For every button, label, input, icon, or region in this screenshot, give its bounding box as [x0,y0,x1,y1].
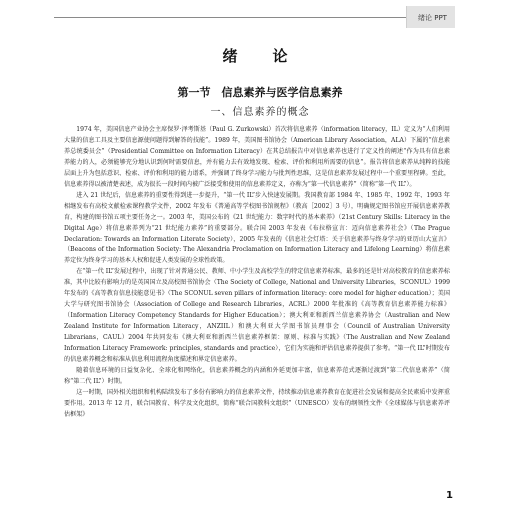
chapter-title: 绪 论 [222,47,298,65]
header-rule [54,17,406,18]
running-header: 绪论 PPT [418,14,447,22]
paragraph-3: 在“第一代 IL”发展过程中，出现了针对普通公民、教师、中小学生及高校学生的特定信息素养标准，最多的还是针对高校教育的信息素养标准，其中比较有影响力的是英国国立及高校图书馆协会（The Society of College, National and University Libraries，SCONUL）1999 年发布的《高等教育信息技能意见书》（The SCONUL seven pillars of information literacy: core model for higher education）；美国大学与研究图书馆协会（Association of College and Research Libraries，ACRL）2000 年批准的《高等教育信息素养能力标准》（Information Literacy Competency Standards for Higher Education）；澳大利亚和新西兰信息素养协会（Australian and New Zealand Institute for Information Literacy，ANZIIL）和澳大利亚大学图书馆员理事会（Council of Australian University Librarians，CAUL）2004 年共同发布《澳大利亚和新西兰信息素养框架：原则、标准与实践》（The Australian and New Zealand Information Literacy Framework: principles, standards and practice），它们为实施和评估信息素养提供了参考。“第一代 IL”时期发布的信息素养概念和标准从信息利用流程角度描述和界定信息素养。 [64,268,450,364]
subsection-title: 一、信息素养的概念 [210,107,310,118]
paragraph-5: 这一时期，国外相关组织和机构陆续发布了多份有影响力的信息素养文件，持续推动信息素养教育在促进社会发展和提高全民素质中发挥重要作用。2013 年 12 月，联合国教育、科学及文化组织，简称“联合国教科文组织”（UNESCO）发布的纲领性文件《全球媒体与信息素养评估框架》 [64,388,450,418]
body-text [64,125,450,421]
paragraph-4: 随着信息环境的日益复杂化、全球化和网络化，信息素养概念的内涵和外延更加丰富，信息素养范式逐渐过渡到“第二代信息素养”（简称“第二代 IL”）时期。 [64,366,450,385]
paragraph-1: 1974 年，美国信息产业协会主席保罗·泽考斯基（Paul G. Zurkowski）首次将信息素养（information literacy，IL）定义为“人们利用大量的信息工具及主要信息源使问题得到解答的技能”。1989 年，美国图书馆协会（American Library Association，ALA）下属的“信息素养总统委员会”（Presidential Committee on Information Literacy）在其总结报告中对信息素养也进行了定义性的阐述“作为具有信息素养能力的人，必须能够充分地认识到何时需要信息，并有能力去有效地发现、检索、评价和利用所需要的信息”。报告将信息素养从纯粹的技能层面上升为包括意识、检索、评价和利用的能力谱系，并强调了终身学习能力与批判性思维，这是信息素养发展过程中一个重要里程碑。至此，信息素养得以被清楚表述，成为很长一段时间内被广泛接受和使用的信息素养定义，亦称为“第一代信息素养”（简称“第一代 IL”）。 [64,126,450,188]
page-number: 1 [446,490,453,501]
paragraph-2: 进入 21 世纪后，信息素养的重要性得到进一步提升，“第一代 IL”步入快速发展期。我国教育部 1984 年、1985 年、1992 年、1993 年相继发布有高校文献检索课程教学文件，2002 年发布《普通高等学校图书馆规程》（教高［2002］3 号），明确规定图书馆应开展信息素养教育，构建的图书馆五项主要任务之一。2003 年，美国公布的《21 世纪能力：数字时代的基本素养》（21st Century Skills: Literacy in the Digital Age）将信息素养列为“21 世纪能力素养”的重要部分。联合国 2003 年发表《布拉格宣言：迈向信息素养社会》（The Prague Declaration: Towards an Information Literate Society），2005 年发表的《信息社会灯塔：关于信息素养与终身学习的亚历山大宣言》（Beacons of the Information Society: The Alexandria Proclamation on Information Literacy and Lifelong Learning）将信息素养定位为终身学习的基本人权和促进人类发展的全球性政策。 [64,191,450,265]
section-title: 第一节 信息素养与医学信息素养 [177,86,343,99]
